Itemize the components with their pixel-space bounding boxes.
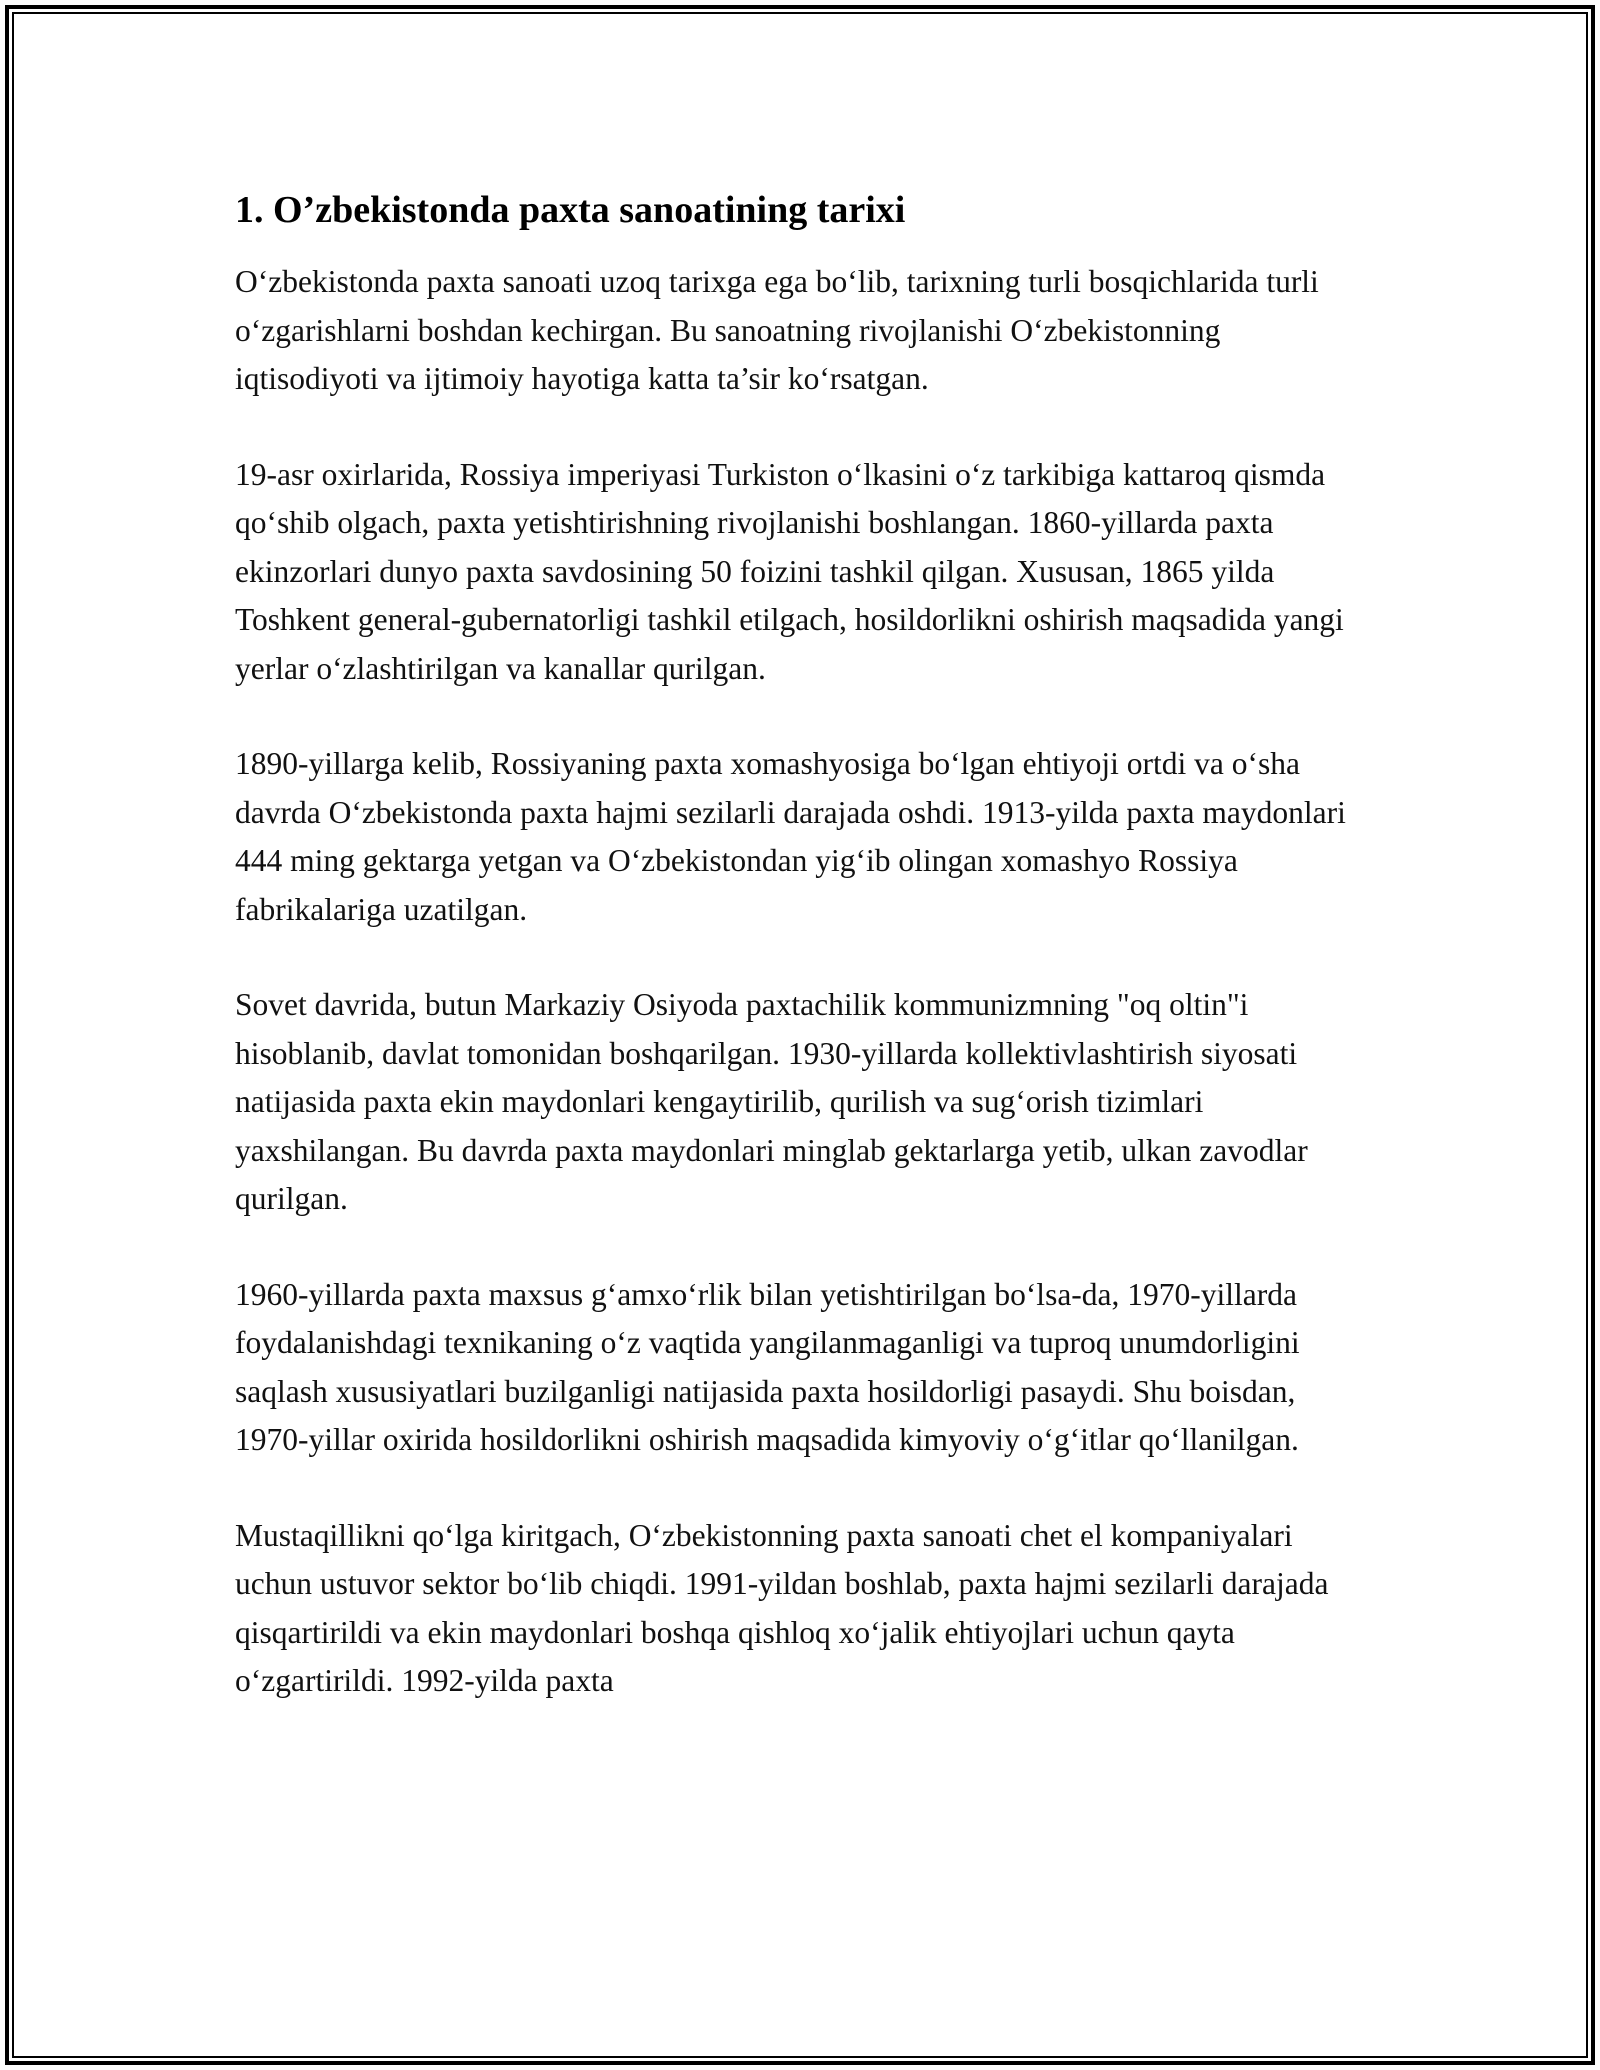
paragraph-independence: Mustaqillikni qo‘lga kiritgach, O‘zbekistonning paxta sanoati chet el kompaniyalari uchun ustuvor sektor bo‘lib chiqdi. 1991-yildan boshlab, paxta hajmi sezilarli darajada qisqartirildi va ekin maydonlari boshqa qishloq xo‘jalik ehtiyojlari uchun qayta o‘zgartirildi. 1992-yilda paxta xyxy=(235,1517,1329,1698)
paragraph-19th-century: 19-asr oxirlarida, Rossiya imperiyasi Turkiston o‘lkasini o‘z tarkibiga kattaroq qismda qo‘shib olgach, paxta yetishtirishning rivojlanishi boshlangan. 1860-yillarda paxta ekinzorlari dunyo paxta savdosining 50 foizini tashkil qilgan. Xususan, 1865 yilda Toshkent general-gubernatorligi tashkil etilgach, hosildorlikni oshirish maqsadida yangi yerlar o‘zlashtirilgan va kanallar qurilgan. xyxy=(235,456,1344,686)
document-body xyxy=(235,186,1365,1753)
paragraph-soviet-era: Sovet davrida, butun Markaziy Osiyoda paxtachilik kommunizmning "oq oltin"i hisoblanib, davlat tomonidan boshqarilgan. 1930-yillarda kollektivlashtirish siyosati natijasida paxta ekin maydonlari kengaytirilib, qurilish va sug‘orish tizimlari yaxshilangan. Bu davrda paxta maydonlari minglab gektarlarga yetib, ulkan zavodlar qurilgan. xyxy=(235,987,1308,1216)
paragraph-introduction: O‘zbekistonda paxta sanoati uzoq tarixga ega bo‘lib, tarixning turli bosqichlarida turli o‘zgarishlarni boshdan kechirgan. Bu sanoatning rivojlanishi O‘zbekistonning iqtisodiyoti va ijtimoiy hayotiga katta ta’sir ko‘rsatgan. xyxy=(235,264,1319,396)
paragraph-1890s: 1890-yillarga kelib, Rossiyaning paxta xomashyosiga bo‘lgan ehtiyoji ortdi va o‘sha davrda O‘zbekistonda paxta hajmi sezilarli darajada oshdi. 1913-yilda paxta maydonlari 444 ming gektarga yetgan va O‘zbekistondan yig‘ib olingan xomashyo Rossiya fabrikalariga uzatilgan. xyxy=(235,746,1346,927)
paragraph-1960s-1970s: 1960-yillarda paxta maxsus g‘amxo‘rlik bilan yetishtirilgan bo‘lsa-da, 1970-yillarda foydalanishdagi texnikaning o‘z vaqtida yangilanmaganligi va tuproq unumdorligini saqlash xususiyatlari buzilganligi natijasida paxta hosildorligi pasaydi. Shu boisdan, 1970-yillar oxirida hosildorlikni oshirish maqsadida kimyoviy o‘g‘itlar qo‘llanilgan. xyxy=(235,1276,1300,1457)
section-heading: 1. O’zbekistonda paxta sanoatining tarixi xyxy=(235,189,906,231)
